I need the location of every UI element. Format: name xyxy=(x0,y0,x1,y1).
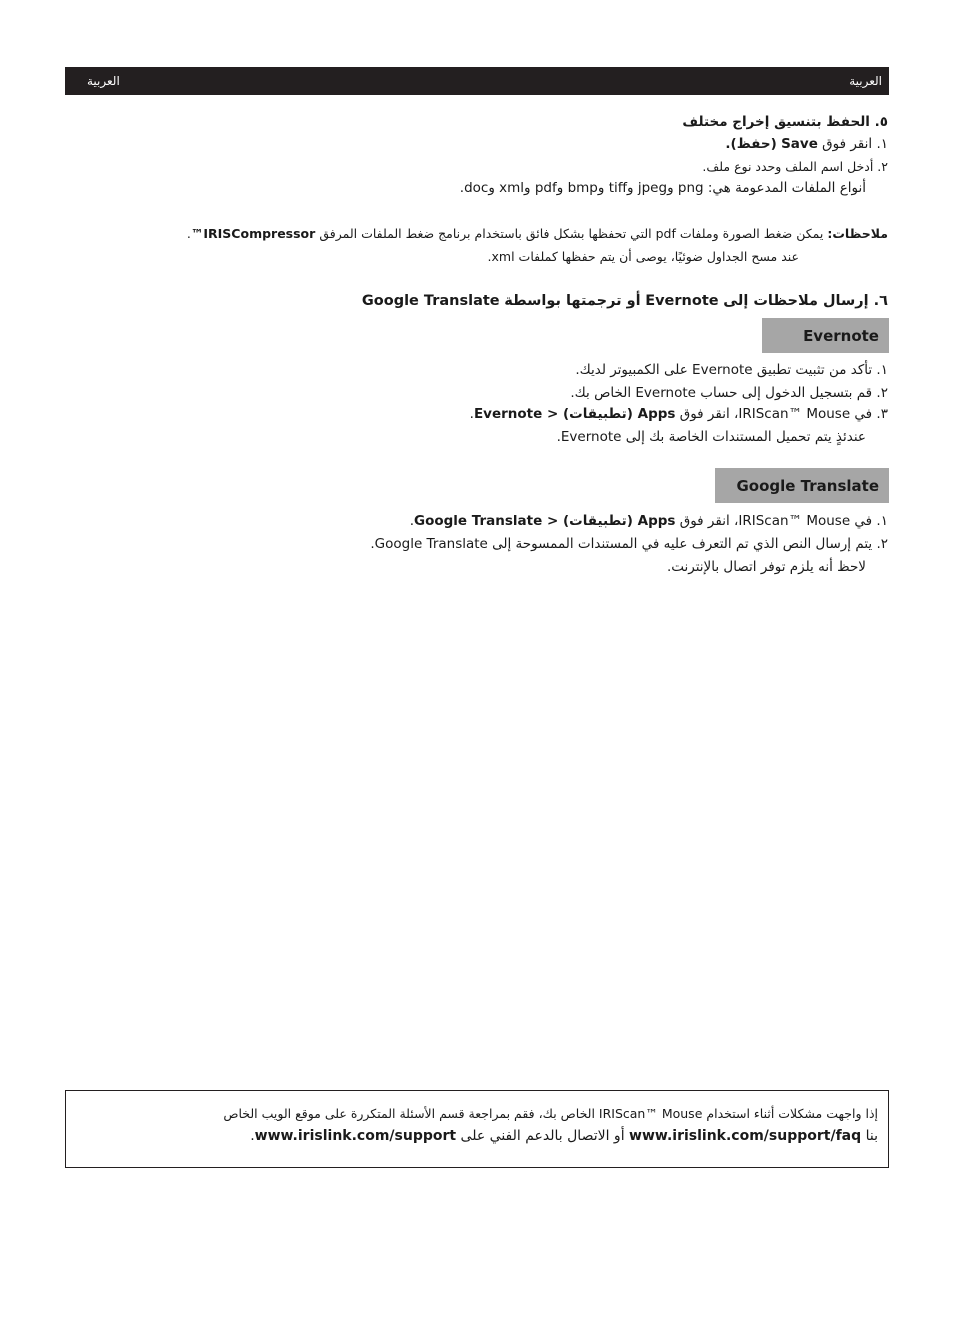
evernote-step3: ٣. في IRIScan™ Mouse، انقر فوق Apps (تطبيقات) < Evernote. xyxy=(469,406,888,422)
google-translate-step2: ٢. يتم إرسال النص الذي تم التعرف عليه في المستندات الممسوحة إلى Google Translate. xyxy=(370,536,888,552)
header-language-left: العربية xyxy=(87,74,120,88)
support-notice-box xyxy=(65,1090,889,1168)
google-translate-step3: لاحظ أنه يلزم توفر اتصال بالإنترنت. xyxy=(666,559,866,575)
section5-step2: ٢. أدخل اسم الملف وحدد نوع ملف. xyxy=(702,159,888,174)
section5-notes-line1: ملاحظات: يمكن ضغط الصورة وملفات pdf التي تحفظها بشكل فائق باستخدام برنامج ضغط الملفات المرفق IRISCompressor™. xyxy=(186,226,888,241)
header-language-right: العربية xyxy=(849,74,882,88)
section5-notes-line2: عند مسح الجداول ضوئيًا، يوصى أن يتم حفظها كملفات xml. xyxy=(487,249,799,264)
support-line1: إذا واجهت مشكلات أثناء استخدام IRIScan™ Mouse الخاص بك، فقم بمراجعة قسم الأسئلة المتكررة على موقع الويب الخاص xyxy=(223,1106,878,1121)
page-header-bar xyxy=(65,67,889,95)
support-line2: بنا www.irislink.com/support/faq أو الاتصال بالدعم الفني على www.irislink.com/support. xyxy=(250,1128,878,1144)
section6-heading: ٦. إرسال ملاحظات إلى Evernote أو ترجمتها بواسطة Google Translate xyxy=(361,293,888,309)
support-faq-link[interactable]: www.irislink.com/support/faq xyxy=(629,1128,862,1144)
google-translate-step1: ١. في IRIScan™ Mouse، انقر فوق Apps (تطبيقات) < Google Translate. xyxy=(409,513,888,529)
section5-heading: ٥. الحفظ بتنسيق إخراج مختلف xyxy=(682,114,888,130)
evernote-step4: عندئذٍ يتم تحميل المستندات الخاصة بك إلى Evernote. xyxy=(556,429,866,445)
section5-step1: ١. انقر فوق Save (حفظ). xyxy=(725,136,888,152)
evernote-step2: ٢. قم بتسجيل الدخول إلى حساب Evernote الخاص بك. xyxy=(570,385,888,401)
google-translate-section-title: Google Translate xyxy=(715,468,889,503)
evernote-step1: ١. تأكد من تثبيت تطبيق Evernote على الكمبيوتر لديك. xyxy=(575,362,888,378)
section5-supported-types: أنواع الملفات المدعومة هي: png وjpeg وtiff وbmp وpdf وxml وdoc. xyxy=(459,180,866,196)
support-contact-link[interactable]: www.irislink.com/support xyxy=(254,1128,457,1144)
evernote-section-title: Evernote xyxy=(762,318,889,353)
